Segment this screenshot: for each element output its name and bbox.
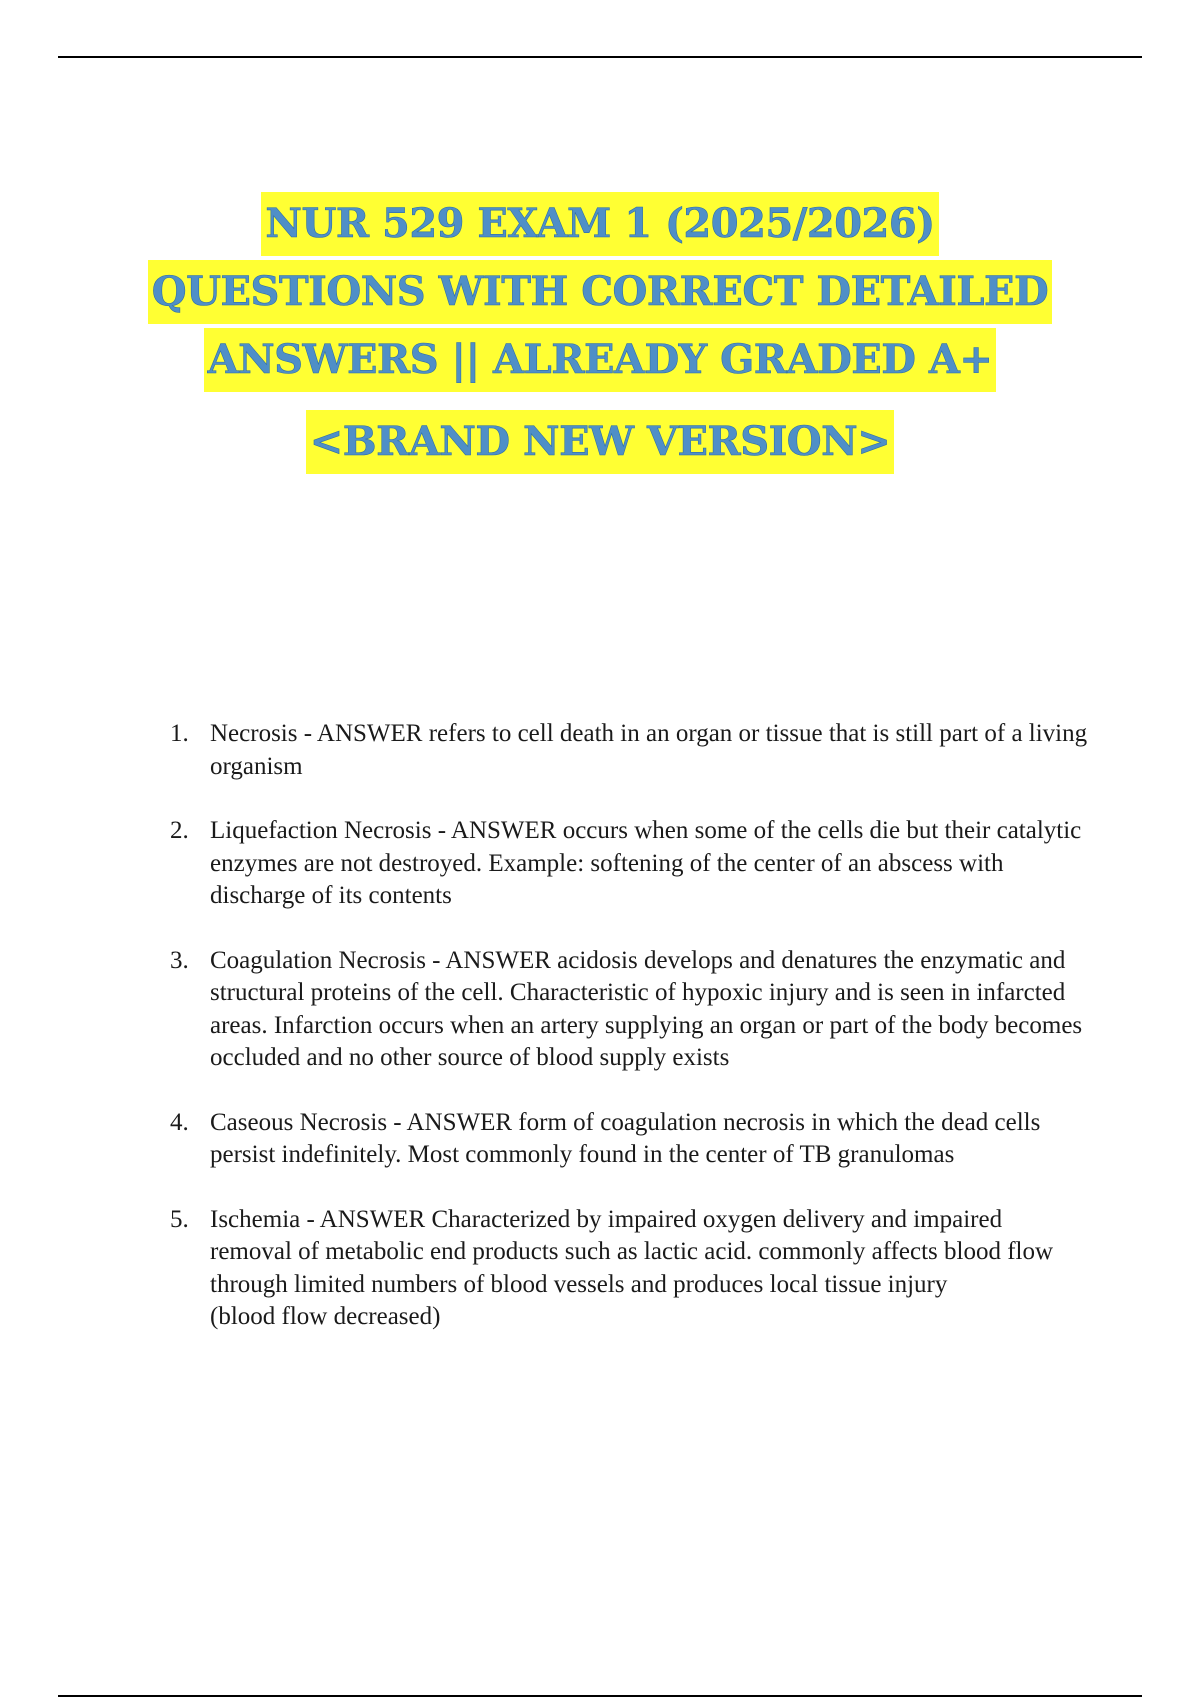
question-text: Caseous Necrosis - ANSWER form of coagulation necrosis in which the dead cells persist indefinitely. Most commonly found in the center of TB granulomas [210,1108,1041,1168]
question-text: Necrosis - ANSWER refers to cell death in an organ or tissue that is still part of a living organism [210,720,1088,780]
document-title [0,192,1200,478]
title-line-1: NUR 529 EXAM 1 (2025/2026) [0,192,1200,256]
list-item [170,815,1090,913]
question-number: 5. [170,1205,189,1233]
list-item [170,718,1090,783]
list-item [170,1204,1090,1334]
list-item [170,945,1090,1075]
bottom-rule [58,1695,1142,1697]
question-number: 2. [170,817,189,844]
question-text: Liquefaction Necrosis - ANSWER occurs when some of the cells die but their catalytic enzymes are not destroyed. Example: softening of the center of an abscess with discharge of its contents [210,817,1082,909]
question-note: (blood flow decreased) [210,1303,441,1330]
question-number: 4. [170,1108,189,1136]
list-item [170,1107,1090,1172]
question-text: Coagulation Necrosis - ANSWER acidosis develops and denatures the enzymatic and structural proteins of the cell. Characteristic of hypoxic injury and is seen in infarcted areas. Infarction occurs when an artery supplying an organ or part of the body becomes occluded and no other source of blood supply exists [210,946,1083,1071]
question-number: 1. [170,720,189,747]
question-number: 3. [170,946,189,974]
top-rule [58,56,1142,58]
question-text: Ischemia - ANSWER Characterized by impaired oxygen delivery and impaired removal of metabolic end products such as lactic acid. commonly affects blood flow through limited numbers of blood vessels and produces local tissue injury [210,1205,1054,1298]
question-list [170,718,1090,1366]
title-line-version: <BRAND NEW VERSION> [0,410,1200,474]
title-line-2: QUESTIONS WITH CORRECT DETAILED [0,260,1200,324]
title-line-3: ANSWERS || ALREADY GRADED A+ [0,328,1200,392]
